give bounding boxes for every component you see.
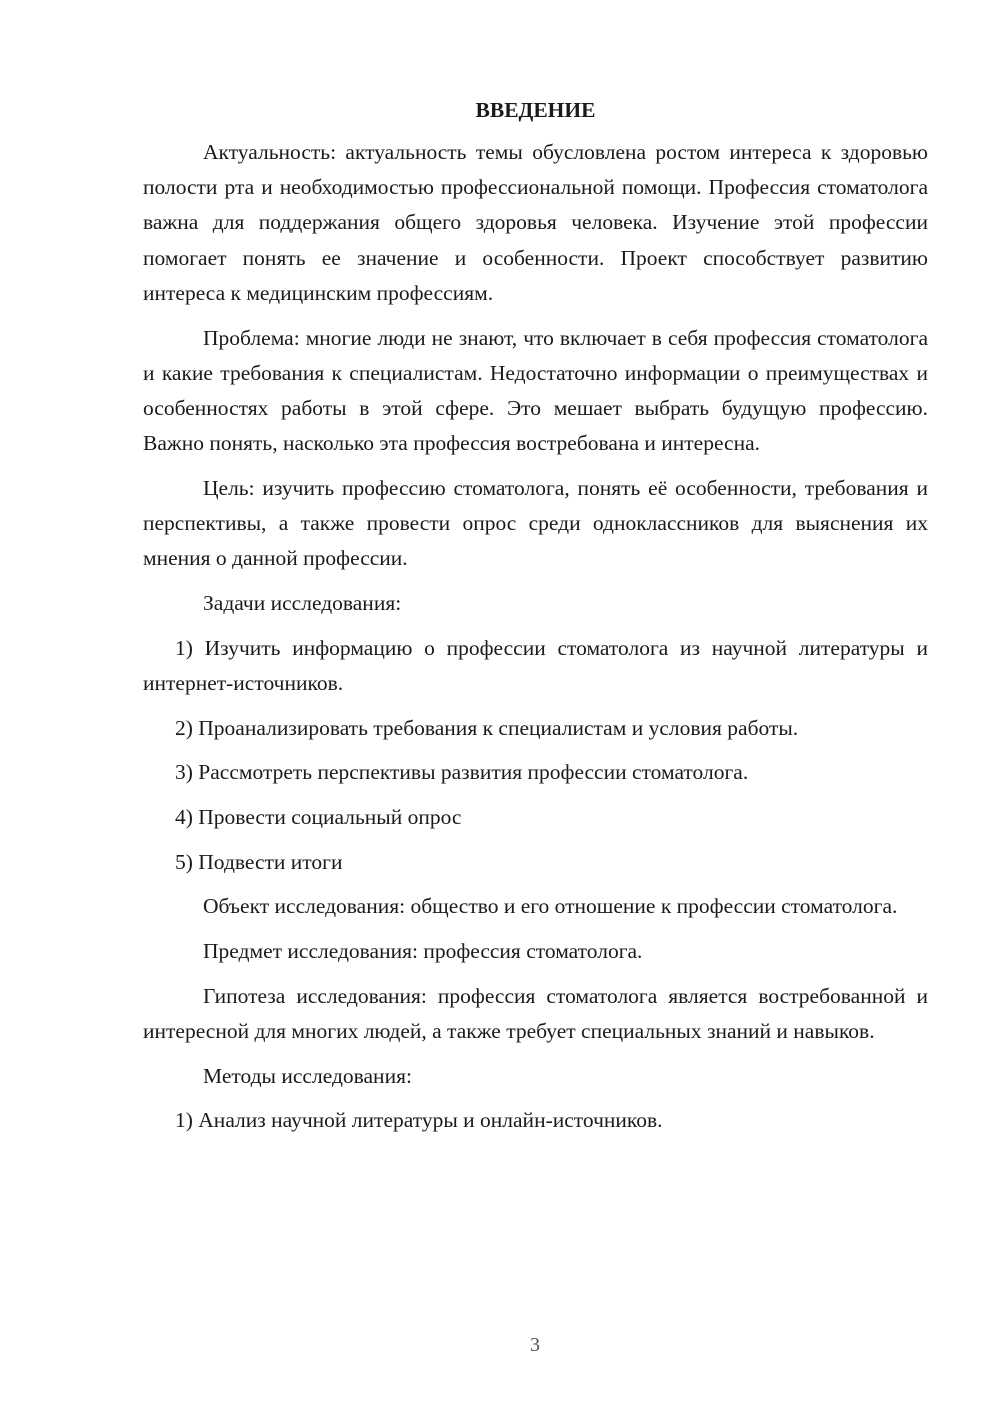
relevance-paragraph: Актуальность: актуальность темы обусловлена ростом интереса к здоровью полости рта и необходимостью профессиональной помощи. Профессия стоматолога важна для поддержания общего здоровья человека. Изучение этой профессии помогает понять ее значение и особенности. Проект способствует развитию интереса к медицинским профессиям.	[143, 140, 928, 305]
task-item: 3) Рассмотреть перспективы развития профессии стоматолога.	[175, 760, 749, 785]
method-item: 1) Анализ научной литературы и онлайн-источников.	[175, 1108, 663, 1133]
task-item: 5) Подвести итоги	[175, 849, 343, 874]
task-item: 1) Изучить информацию о профессии стоматолога из научной литературы и интернет-источников.	[143, 635, 928, 695]
section-title: ВВЕДЕНИЕ	[475, 98, 596, 122]
hypothesis-paragraph: Гипотеза исследования: профессия стоматолога является востребованной и интересной для многих людей, а также требует специальных знаний и навыков.	[143, 983, 928, 1043]
problem-paragraph: Проблема: многие люди не знают, что включает в себя профессия стоматолога и какие требования к специалистам. Недостаточно информации о преимуществах и особенностях работы в этой сфере. Это мешает выбрать будущую профессию. Важно понять, насколько эта профессия востребована и интересна.	[143, 325, 928, 456]
subject-paragraph: Предмет исследования: профессия стоматолога.	[203, 939, 643, 964]
tasks-heading: Задачи исследования:	[203, 590, 402, 615]
document-page	[143, 96, 928, 1148]
goal-paragraph: Цель: изучить профессию стоматолога, понять её особенности, требования и перспективы, а также провести опрос среди одноклассников для выяснения их мнения о данной профессии.	[143, 475, 928, 571]
object-paragraph: Объект исследования: общество и его отношение к профессии стоматолога.	[203, 894, 898, 919]
task-item: 2) Проанализировать требования к специалистам и условия работы.	[175, 715, 799, 740]
page-number: 3	[530, 1334, 540, 1356]
task-item: 4) Провести социальный опрос	[175, 804, 462, 829]
methods-heading: Методы исследования:	[203, 1063, 412, 1088]
